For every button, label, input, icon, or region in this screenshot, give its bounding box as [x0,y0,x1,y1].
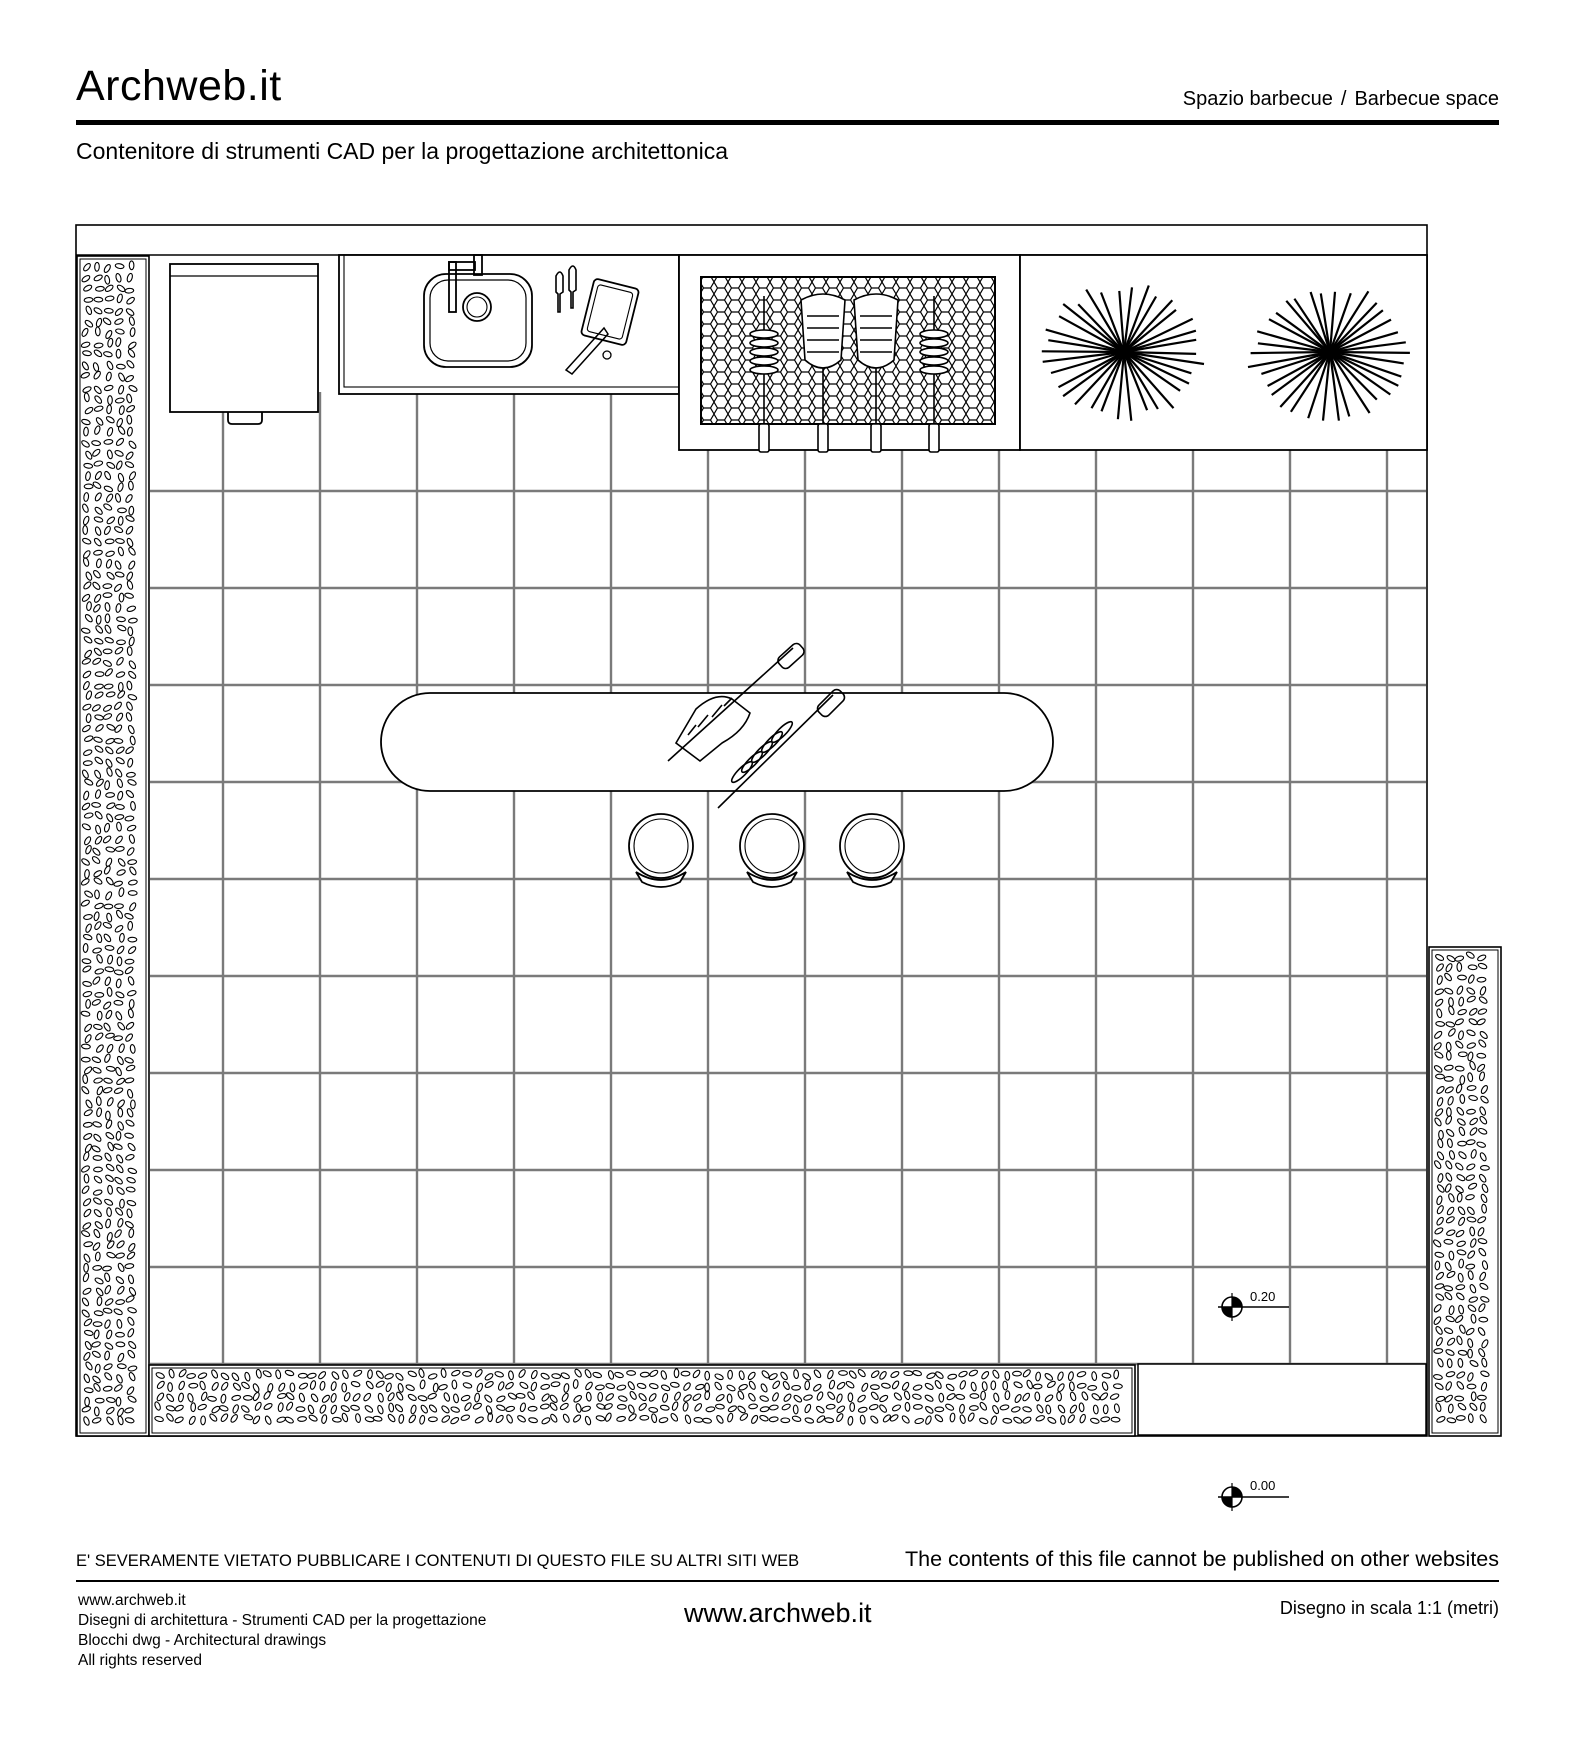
stools [629,814,904,887]
planter-right [1429,947,1501,1436]
footer-rule [76,1580,1499,1582]
title-italian: Spazio barbecue [1182,88,1333,110]
copyright-notice-italian: E' SEVERAMENTE VIETATO PUBBLICARE I CONTENUTI DI QUESTO FILE SU ALTRI SITI WEB [76,1552,800,1570]
tagline: Contenitore di strumenti CAD per la progettazione architettonica [76,138,729,164]
footer-line: All rights reserved [78,1652,203,1669]
level-label-upper: 0.20 [1250,1289,1276,1304]
planter-bottom [149,1365,1135,1436]
palm-planter [1020,255,1427,450]
brand-logo: Archweb.it [76,62,282,110]
level-marker-lower [1218,1478,1289,1511]
sink-counter [339,255,679,394]
stool [629,814,693,887]
level-label-lower: 0.00 [1250,1478,1276,1493]
footer-line: Disegni di architettura - Strumenti CAD per la progettazione [78,1612,487,1629]
footer-line: Blocchi dwg - Architectural drawings [78,1632,327,1649]
planter-left [77,256,149,1436]
fridge [170,264,318,424]
footer-info [78,1591,486,1671]
barbecue-grill [679,255,1020,452]
footer-website: www.archweb.it [684,1598,872,1628]
drawing-scale: Disegno in scala 1:1 (metri) [1279,1598,1499,1618]
title-separator: / [1340,88,1347,110]
footer-line: www.archweb.it [78,1592,186,1609]
copyright-notice-english: The contents of this file cannot be published on other websites [904,1547,1499,1571]
title-english: Barbecue space [1354,88,1499,110]
step-platform [1138,1364,1426,1435]
stool [840,814,904,887]
stool [740,814,804,887]
floor-tiles [150,392,1426,1435]
